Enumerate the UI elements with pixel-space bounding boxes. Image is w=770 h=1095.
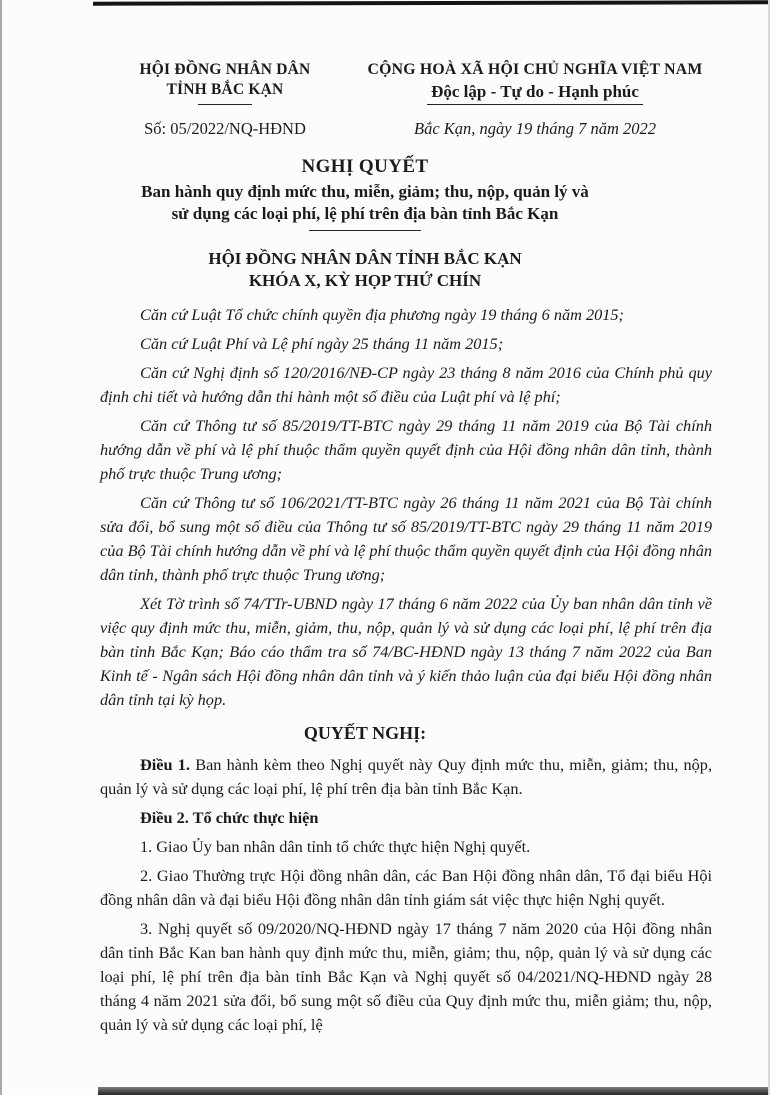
scan-artifact-bottom-edge — [98, 1087, 770, 1095]
issuer-session-block — [100, 248, 630, 292]
title-separator-rule — [309, 230, 421, 231]
scan-artifact-left-edge — [0, 0, 2, 1095]
org-separator-rule — [198, 104, 252, 105]
article-1-text: Ban hành kèm theo Nghị quyết này Quy định mức thu, miễn, giảm; thu, nộp, quản lý và sử dụng các loại phí, lệ phí trên địa bàn tỉnh Bắc Kạn. — [100, 755, 713, 798]
issuer-line2: KHÓA X, KỲ HỌP THỨ CHÍN — [248, 271, 482, 290]
org-name-line1: HỘI ĐỒNG NHÂN DÂN — [139, 61, 311, 78]
document-title-block — [100, 155, 630, 231]
org-name-line2: TỈNH BẮC KẠN — [166, 81, 284, 98]
article-1 — [100, 753, 712, 801]
preamble-paragraph: Xét Tờ trình số 74/TTr-UBND ngày 17 tháng 6 năm 2022 của Ủy ban nhân dân tỉnh về việc quy định mức thu, miễn, giảm, thu, nộp, quản lý và sử dụng các loại phí, lệ phí trên địa bàn tỉnh Bắc Kạn; Báo cáo thẩm tra số 74/BC-HĐND ngày 13 tháng 7 năm 2022 của Ban Kinh tế - Ngân sách Hội đồng nhân dân tỉnh và ý kiến thảo luận của đại biểu Hội đồng nhân dân tỉnh tại kỳ họp. — [100, 594, 712, 709]
resolution-body — [100, 753, 712, 1037]
article-2-item: 3. Nghị quyết số 09/2020/NQ-HĐND ngày 17 tháng 7 năm 2020 của Hội đồng nhân dân tỉnh Bắc Kan ban hành quy định mức thu, miễn, giảm; thu, nộp, quản lý và sử dụng các loại phí, lệ phí trên địa bàn tỉnh Bắc Kạn và Nghị quyết số 04/2021/NQ-HĐND ngày 28 tháng 4 năm 2021 sửa đổi, bổ sung một số điều của Quy định mức thu, miễn giảm; thu, nộp, quản lý và sử dụng các loại phí, lệ — [100, 919, 712, 1034]
national-motto: Độc lập - Tự do - Hạnh phúc — [427, 81, 643, 105]
article-2-heading: Điều 2. Tổ chức thực hiện — [140, 808, 319, 827]
article-2-item: 2. Giao Thường trực Hội đồng nhân dân, các Ban Hội đồng nhân dân, Tổ đại biểu Hội đồng nhân dân và đại biểu Hội đồng nhân dân tỉnh giám sát việc thực hiện Nghị quyết. — [100, 866, 712, 909]
preamble-paragraph: Căn cứ Luật Tổ chức chính quyền địa phương ngày 19 tháng 6 năm 2015; — [140, 305, 624, 324]
document-type-title: NGHỊ QUYẾT — [301, 156, 429, 177]
resolution-heading: QUYẾT NGHỊ: — [303, 723, 427, 743]
document-number: Số: 05/2022/NQ-HĐND — [144, 119, 306, 138]
document-subject — [100, 181, 630, 224]
preamble-paragraph: Căn cứ Luật Phí và Lệ phí ngày 25 tháng 11 năm 2015; — [140, 334, 504, 353]
preamble-section — [100, 303, 712, 712]
issuing-org-block — [100, 60, 350, 139]
article-2-item: 1. Giao Ủy ban nhân dân tỉnh tổ chức thực hiện Nghị quyết. — [140, 837, 531, 856]
document-subject-line1: Ban hành quy định mức thu, miễn, giảm; thu, nộp, quản lý và — [141, 182, 589, 201]
issuer-line1: HỘI ĐỒNG NHÂN DÂN TỈNH BẮC KẠN — [208, 249, 522, 268]
document-content — [100, 60, 712, 1042]
document-header — [100, 60, 712, 139]
national-motto-block — [350, 60, 712, 139]
preamble-paragraph: Căn cứ Nghị định số 120/2016/NĐ-CP ngày 23 tháng 8 năm 2016 của Chính phủ quy định chi tiết và hướng dẫn thi hành một số điều của Luật phí và lệ phí; — [100, 363, 712, 406]
article-1-label: Điều 1. — [140, 755, 190, 774]
place-and-date: Bắc Kạn, ngày 19 tháng 7 năm 2022 — [414, 119, 656, 138]
preamble-paragraph: Căn cứ Thông tư số 85/2019/TT-BTC ngày 29 tháng 11 năm 2019 của Bộ Tài chính hướng dẫn về phí và lệ phí thuộc thẩm quyền quyết định của Hội đồng nhân dân tỉnh, thành phố trực thuộc Trung ương; — [100, 416, 712, 483]
preamble-paragraph: Căn cứ Thông tư số 106/2021/TT-BTC ngày 26 tháng 11 năm 2021 của Bộ Tài chính sửa đổi, bổ sung một số điều của Thông tư số 85/2019/TT-BTC ngày 29 tháng 11 năm 2019 của Bộ Tài chính hướng dẫn về phí và lệ phí thuộc thẩm quyền quyết định của Hội đồng nhân dân tỉnh, thành phố trực thuộc Trung ương; — [100, 493, 712, 584]
document-subject-line2: sử dụng các loại phí, lệ phí trên địa bàn tỉnh Bắc Kạn — [171, 203, 559, 223]
scan-artifact-top-edge — [93, 0, 770, 5]
national-title: CỘNG HOÀ XÃ HỘI CHỦ NGHĨA VIỆT NAM — [367, 61, 703, 78]
